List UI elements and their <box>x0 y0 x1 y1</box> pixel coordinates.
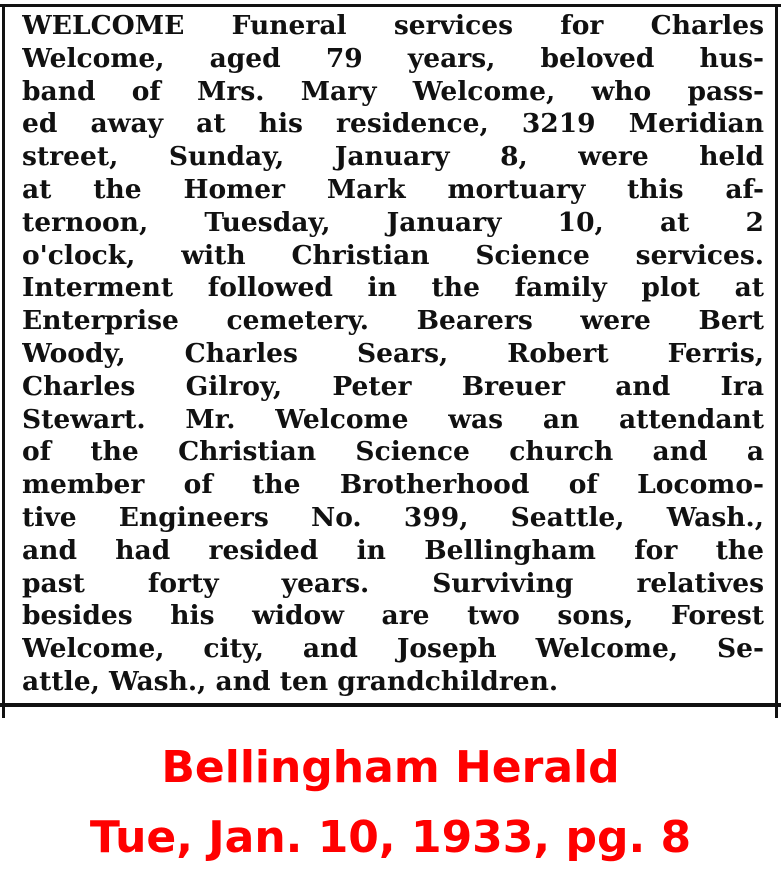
article-line: past forty years. Surviving relatives <box>22 567 764 599</box>
article-line: o'clock, with Christian Science services. <box>22 239 764 271</box>
obituary-text <box>22 10 764 699</box>
article-line: ternoon, Tuesday, January 10, at 2 <box>22 206 764 238</box>
article-line: tive Engineers No. 399, Seattle, Wash., <box>22 501 764 533</box>
newspaper-name-caption: Bellingham Herald <box>161 742 620 793</box>
article-line: Woody, Charles Sears, Robert Ferris, <box>22 337 764 369</box>
article-line: ed away at his residence, 3219 Meridian <box>22 108 764 140</box>
bottom-rule <box>0 703 781 707</box>
article-line: attle, Wash., and ten grandchildren. <box>22 665 559 697</box>
article-line: band of Mrs. Mary Welcome, who pass- <box>22 75 764 107</box>
article-line: Charles Gilroy, Peter Breuer and Ira <box>22 370 764 402</box>
article-line: of the Christian Science church and a <box>22 436 764 468</box>
article-line: at the Homer Mark mortuary this af- <box>22 173 764 205</box>
article-line: member of the Brotherhood of Locomo- <box>22 469 764 501</box>
article-line: street, Sunday, January 8, were held <box>22 141 764 173</box>
article-line: Interment followed in the family plot at <box>22 272 764 304</box>
article-line: Stewart. Mr. Welcome was an attendant <box>22 403 764 435</box>
article-line: Welcome, aged 79 years, beloved hus- <box>22 42 764 74</box>
left-rule <box>2 4 5 718</box>
date-page-caption: Tue, Jan. 10, 1933, pg. 8 <box>89 812 692 863</box>
article-line: besides his widow are two sons, Forest <box>22 600 764 632</box>
article-line: Welcome, city, and Joseph Welcome, Se- <box>22 633 764 665</box>
article-line: Enterprise cemetery. Bearers were Bert <box>22 305 764 337</box>
article-line: and had resided in Bellingham for the <box>22 534 764 566</box>
right-rule <box>775 4 778 718</box>
top-rule <box>0 4 781 7</box>
article-line: WELCOME Funeral services for Charles <box>22 10 764 41</box>
